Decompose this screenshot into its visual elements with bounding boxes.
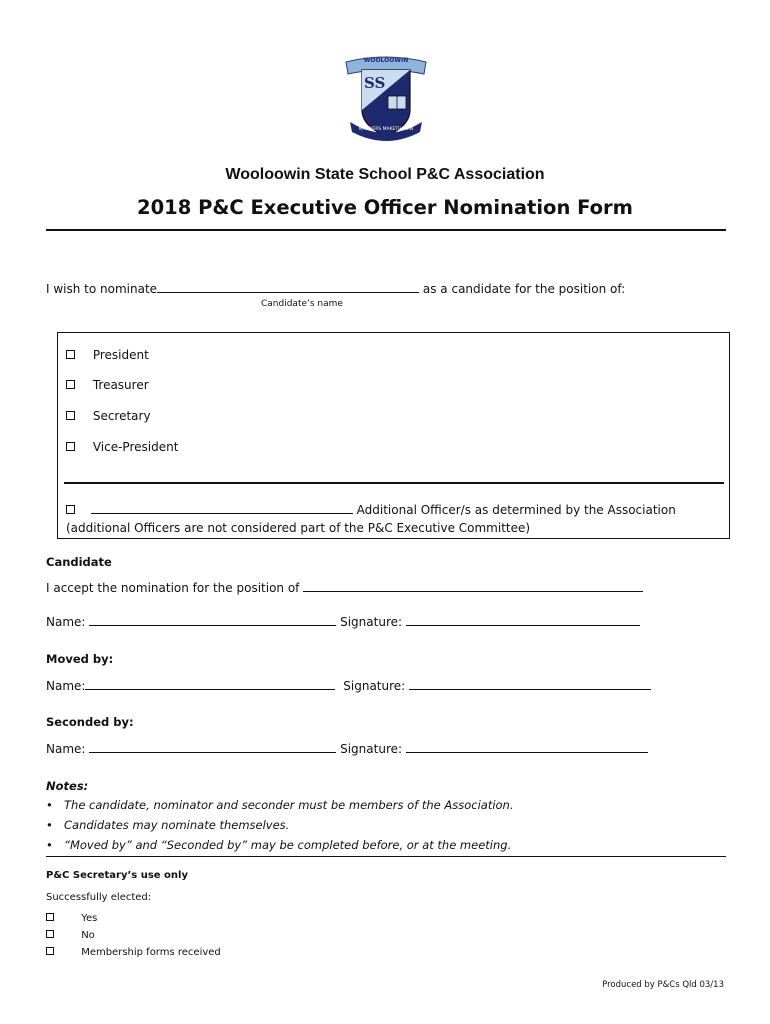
candidate-signature-input[interactable]	[406, 614, 640, 626]
name-label: Name:	[46, 742, 86, 756]
form-title: 2018 P&C Executive Officer Nomination Form	[137, 196, 633, 219]
candidate-name-input[interactable]	[89, 614, 336, 626]
logo-banner-text: WOOLOOWIN	[363, 57, 409, 64]
secretary-option-no[interactable]	[46, 930, 95, 941]
candidate-sign-row	[46, 614, 640, 629]
position-label: President	[92, 348, 149, 362]
additional-officer-field[interactable]	[91, 502, 353, 514]
position-label: Secretary	[92, 409, 151, 423]
secretary-subheading: Successfully elected:	[46, 892, 152, 903]
checkbox-no[interactable]	[46, 930, 54, 938]
checkbox-treasurer[interactable]	[66, 380, 75, 389]
note-item: • The candidate, nominator and seconder must be members of the Association.	[46, 798, 514, 812]
checkbox-president[interactable]	[66, 350, 75, 359]
notes-heading: Notes:	[46, 779, 89, 793]
signature-label: Signature:	[340, 742, 403, 756]
moved-by-heading: Moved by:	[46, 652, 114, 666]
candidate-accept-row	[46, 580, 643, 595]
accept-position-field[interactable]	[303, 580, 643, 592]
position-president[interactable]	[66, 348, 149, 362]
note-item: • “Moved by” and “Seconded by” may be completed before, or at the meeting.	[46, 838, 511, 852]
candidate-heading: Candidate	[46, 555, 112, 569]
secretary-heading: P&C Secretary’s use only	[46, 870, 188, 881]
secretary-option-membership[interactable]	[46, 947, 221, 958]
logo-motto: MANNERS MAKETH MAN	[358, 127, 414, 132]
additional-note: (additional Officers are not considered part of the P&C Executive Committee)	[66, 521, 531, 535]
moved-by-signature-input[interactable]	[409, 678, 651, 690]
position-treasurer[interactable]	[66, 378, 149, 392]
footer-credit: Produced by P&Cs Qld 03/13	[602, 980, 724, 990]
checkbox-vice-president[interactable]	[66, 442, 75, 451]
name-label: Name:	[46, 615, 86, 629]
position-label: Vice-President	[92, 440, 179, 454]
position-label: Treasurer	[92, 378, 149, 392]
signature-label: Signature:	[343, 679, 406, 693]
seconded-by-signature-input[interactable]	[406, 741, 648, 753]
signature-label: Signature:	[340, 615, 403, 629]
option-label: No	[81, 930, 95, 941]
position-vice-president[interactable]	[66, 440, 178, 454]
checkbox-membership[interactable]	[46, 947, 54, 955]
school-logo	[340, 52, 432, 144]
moved-by-row	[46, 678, 651, 693]
nominate-suffix: as a candidate for the position of:	[422, 282, 626, 296]
positions-divider	[64, 482, 724, 484]
nominate-row	[46, 281, 625, 296]
checkbox-secretary[interactable]	[66, 411, 75, 420]
checkbox-yes[interactable]	[46, 913, 54, 921]
position-additional[interactable]	[66, 502, 676, 517]
option-label: Membership forms received	[81, 947, 221, 958]
title-rule	[46, 229, 726, 231]
logo-monogram: SS	[364, 74, 386, 92]
seconded-by-name-input[interactable]	[89, 741, 336, 753]
candidate-name-caption: Candidate’s name	[261, 299, 343, 309]
checkbox-additional[interactable]	[66, 505, 75, 514]
option-label: Yes	[81, 913, 98, 924]
seconded-by-heading: Seconded by:	[46, 715, 134, 729]
organisation-name: Wooloowin State School P&C Association	[225, 166, 545, 183]
seconded-by-row	[46, 741, 648, 756]
candidate-name-field[interactable]	[157, 281, 419, 293]
nominate-prefix: I wish to nominate	[46, 282, 158, 296]
position-secretary[interactable]	[66, 409, 151, 423]
accept-label: I accept the nomination for the position of	[46, 581, 300, 595]
moved-by-name-input[interactable]	[85, 678, 335, 690]
additional-label: Additional Officer/s as determined by the Association	[356, 503, 676, 517]
secretary-option-yes[interactable]	[46, 913, 97, 924]
name-label: Name:	[46, 679, 86, 693]
note-item: • Candidates may nominate themselves.	[46, 818, 289, 832]
notes-rule	[46, 856, 726, 857]
